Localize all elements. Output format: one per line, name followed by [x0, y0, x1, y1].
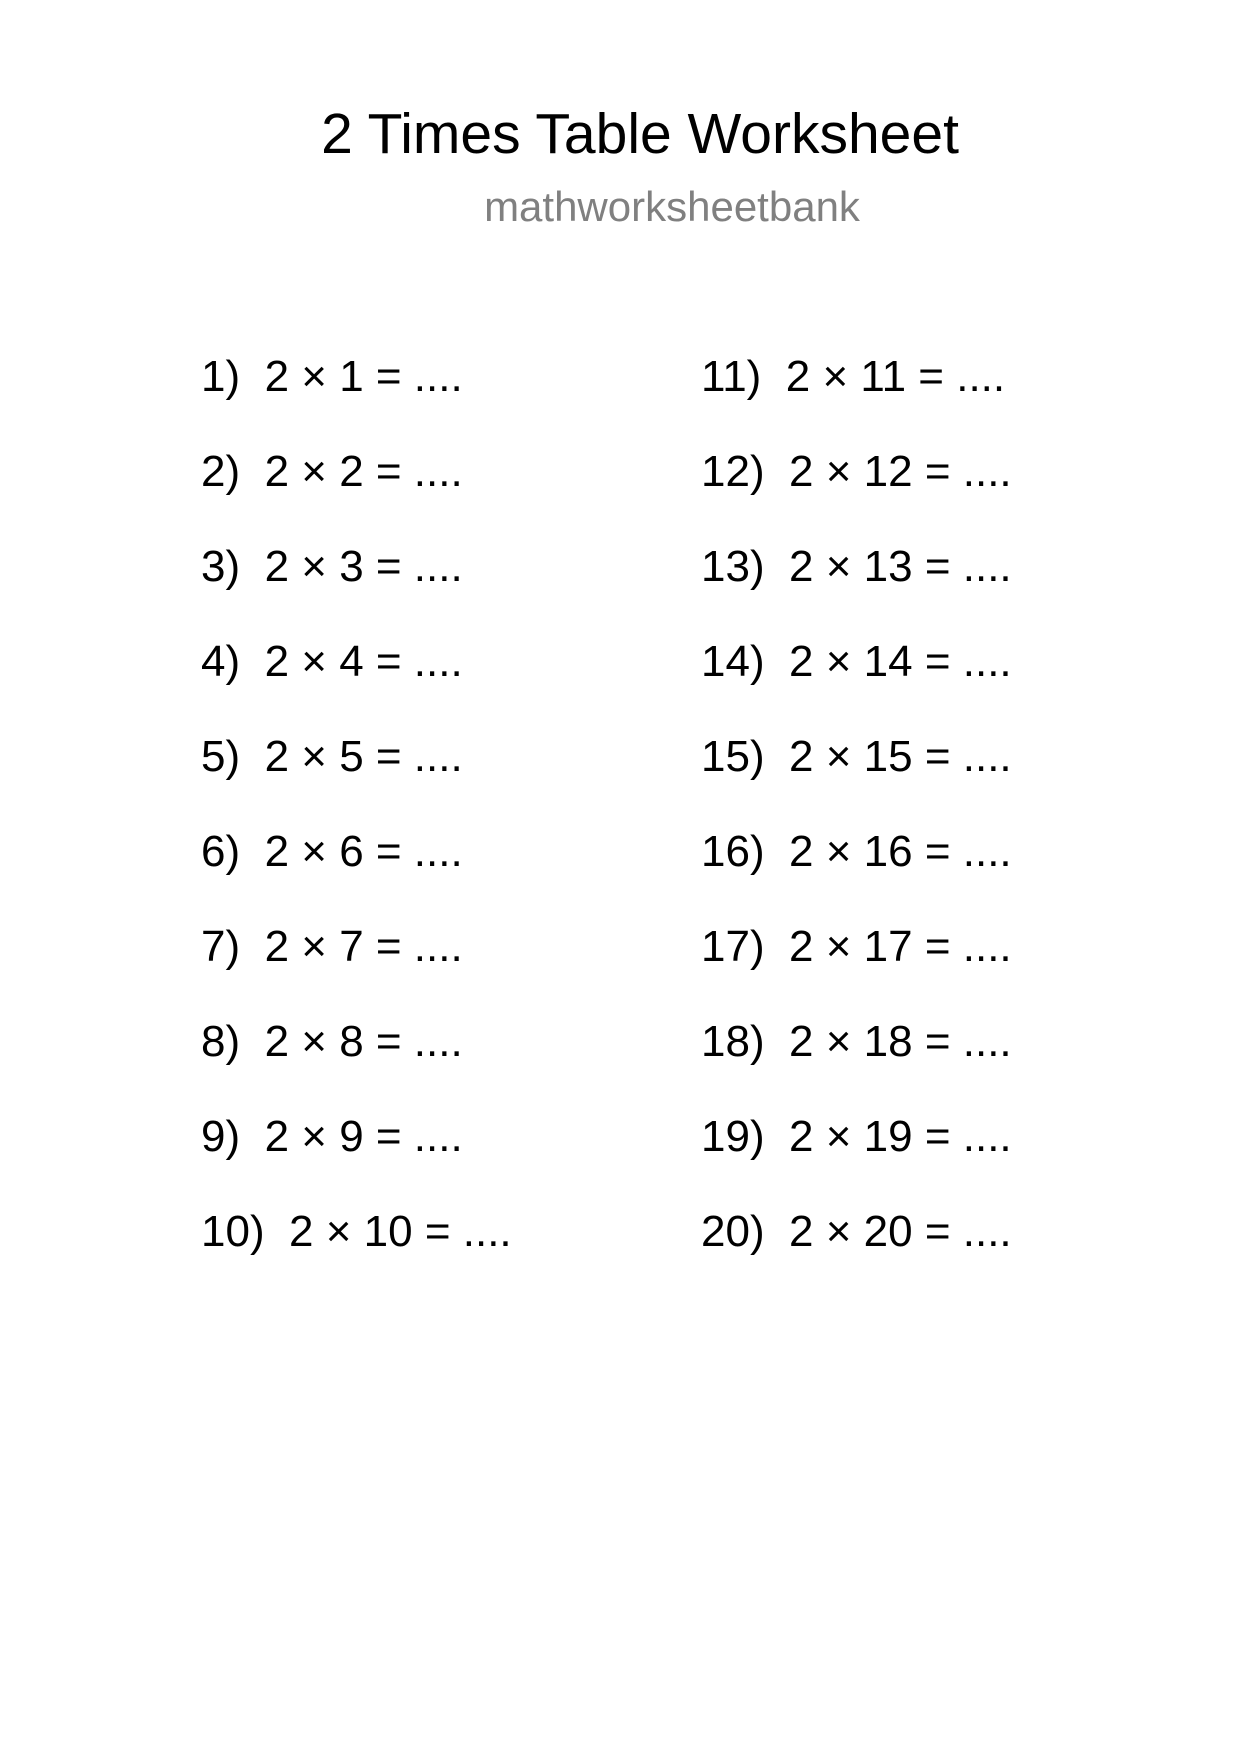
problem-item: 15) 2 × 15 = ....	[701, 732, 1012, 781]
problems-left-column	[201, 349, 701, 1299]
page-title: 2 Times Table Worksheet	[321, 102, 959, 166]
problem-item: 13) 2 × 13 = ....	[701, 542, 1012, 591]
problem-item: 9) 2 × 9 = ....	[201, 1112, 463, 1161]
problem-item: 3) 2 × 3 = ....	[201, 542, 463, 591]
problem-item: 2) 2 × 2 = ....	[201, 447, 463, 496]
problem-item: 4) 2 × 4 = ....	[201, 637, 463, 686]
problem-item: 11) 2 × 11 = ....	[701, 352, 1006, 401]
problem-item: 7) 2 × 7 = ....	[201, 922, 463, 971]
problem-item: 6) 2 × 6 = ....	[201, 827, 463, 876]
problem-item: 19) 2 × 19 = ....	[701, 1112, 1012, 1161]
problem-item: 12) 2 × 12 = ....	[701, 447, 1012, 496]
problem-item: 16) 2 × 16 = ....	[701, 827, 1012, 876]
problem-item: 8) 2 × 8 = ....	[201, 1017, 463, 1066]
problem-item: 5) 2 × 5 = ....	[201, 732, 463, 781]
problem-item: 1) 2 × 1 = ....	[201, 352, 463, 401]
problem-item: 10) 2 × 10 = ....	[201, 1207, 512, 1256]
page-subtitle: mathworksheetbank	[484, 183, 860, 230]
problem-item: 14) 2 × 14 = ....	[701, 637, 1012, 686]
problems-right-column	[701, 349, 1201, 1299]
problem-item: 17) 2 × 17 = ....	[701, 922, 1012, 971]
problem-item: 20) 2 × 20 = ....	[701, 1207, 1012, 1256]
problem-item: 18) 2 × 18 = ....	[701, 1017, 1012, 1066]
